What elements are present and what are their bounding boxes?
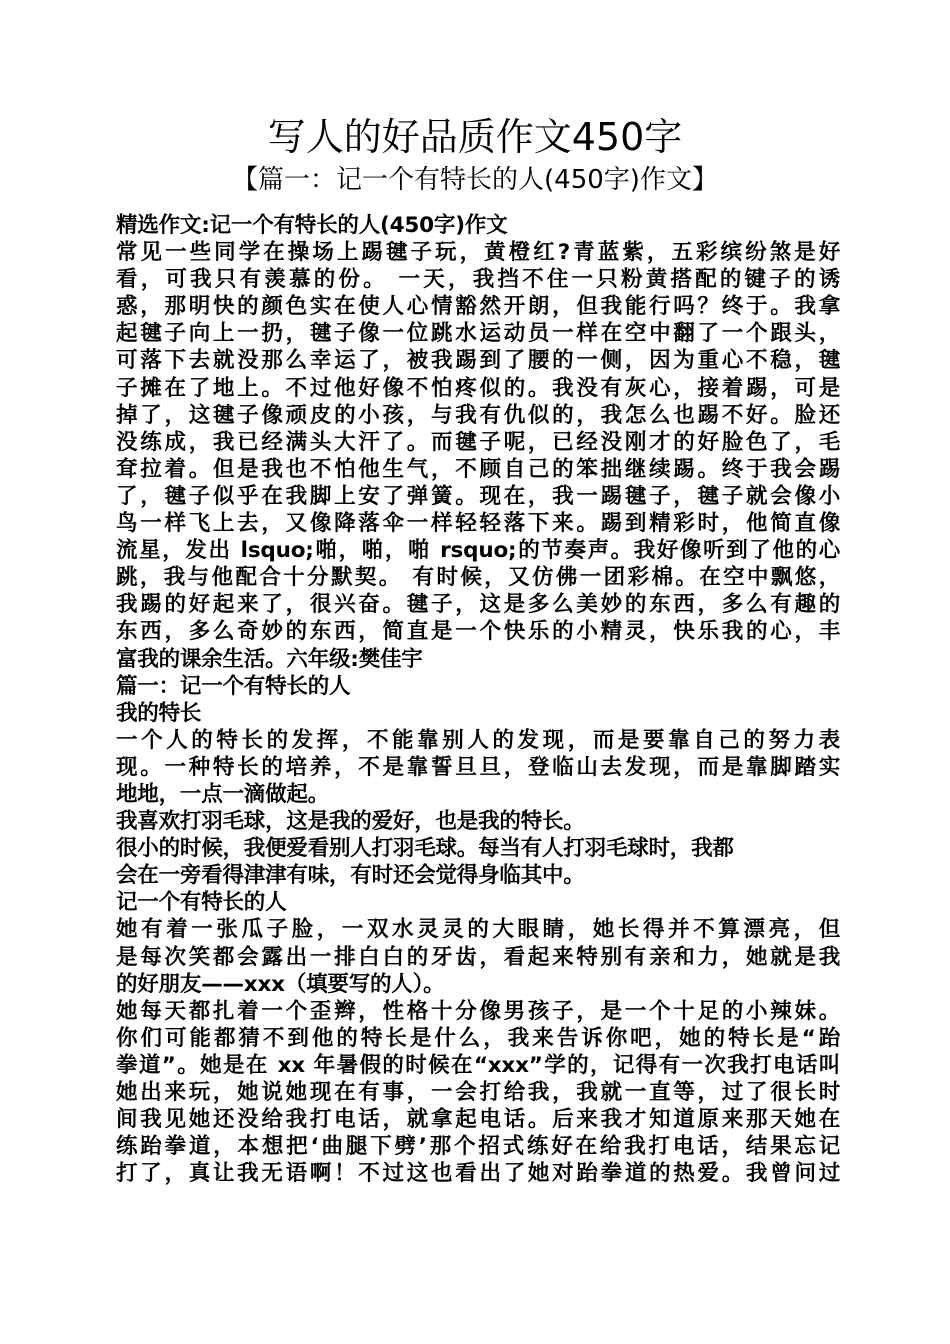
text-line: 惑，那明快的颜色实在使人心情豁然开朗，但我能行吗？终于。我拿 bbox=[116, 294, 840, 320]
text-line: 拳道”。她是在 xx 年暑假的时候在“xxx”学的，记得有一次我打电话叫 bbox=[116, 1052, 840, 1078]
text-line: 她有着一张瓜子脸，一双水灵灵的大眼睛，她长得并不算漂亮，但 bbox=[116, 917, 840, 943]
text-line: 可落下去就没那么幸运了，被我踢到了腰的一侧，因为重心不稳，毽 bbox=[116, 348, 840, 374]
text-line: 会在一旁看得津津有味，有时还会觉得身临其中。 bbox=[116, 863, 585, 889]
document-subtitle: 【篇一：记一个有特长的人(450字)作文】 bbox=[232, 165, 718, 195]
text-line: 我的特长 bbox=[116, 700, 202, 726]
text-line: 东西，多么奇妙的东西，简直是一个快乐的小精灵，快乐我的心，丰 bbox=[116, 619, 840, 645]
text-line: 子摊在了地上。不过他好像不怕疼似的。我没有灰心，接着踢，可是 bbox=[116, 375, 840, 401]
text-line: 了，毽子似乎在我脚上安了弹簧。现在，我一踢毽子，毽子就会像小 bbox=[116, 483, 840, 509]
text-line: 耷拉着。但是我也不怕他生气，不顾自己的笨拙继续踢。终于我会踢 bbox=[116, 456, 840, 482]
text-line: 她出来玩，她说她现在有事，一会打给我，我就一直等，过了很长时 bbox=[116, 1080, 840, 1105]
text-line: 打了，真让我无语啊！不过这也看出了她对跆拳道的热爱。我曾问过 bbox=[116, 1161, 840, 1187]
text-line: 她每天都扎着一个歪辫，性格十分像男孩子，是一个十足的小辣妹。 bbox=[116, 998, 840, 1024]
text-line: 起毽子向上一扔，毽子像一位跳水运动员一样在空中翻了一个跟头， bbox=[116, 321, 840, 347]
text-line: 跳，我与他配合十分默契。 有时候，又仿佛一团彩棉。在空中飘悠， bbox=[116, 565, 840, 591]
text-line: 练跆拳道，本想把‘曲腿下劈’那个招式练好在给我打电话，结果忘记 bbox=[116, 1134, 840, 1160]
text-line: 地地，一点一滴做起。 bbox=[116, 781, 330, 807]
text-line: 常见一些同学在操场上踢毽子玩，黄橙红?青蓝紫，五彩缤纷煞是好 bbox=[116, 240, 840, 266]
text-line: 精选作文:记一个有特长的人(450字)作文 bbox=[116, 213, 508, 238]
document-title: 写人的好品质作文450字 bbox=[267, 115, 683, 159]
text-line: 篇一：记一个有特长的人 bbox=[116, 673, 351, 699]
text-line: 掉了，这毽子像顽皮的小孩，与我有仇似的，我怎么也踢不好。脸还 bbox=[116, 402, 840, 428]
text-line: 你们可能都猜不到他的特长是什么，我来告诉你吧，她的特长是“跆 bbox=[116, 1025, 840, 1051]
text-line: 记一个有特长的人 bbox=[116, 890, 287, 916]
document-body bbox=[116, 212, 840, 1187]
text-line: 一个人的特长的发挥，不能靠别人的发现，而是要靠自己的努力表 bbox=[116, 727, 840, 753]
text-line: 我踢的好起来了，很兴奋。毽子，这是多么美妙的东西，多么有趣的 bbox=[116, 592, 840, 618]
text-line: 现。一种特长的培养，不是靠誓旦旦，登临山去发现，而是靠脚踏实 bbox=[116, 754, 840, 780]
text-line: 很小的时候，我便爱看别人打羽毛球。每当有人打羽毛球时，我都 bbox=[116, 836, 734, 862]
text-line: 富我的课余生活。六年级:樊佳宇 bbox=[116, 646, 423, 672]
text-line: 的好朋友——xxx（填要写的人）。 bbox=[116, 971, 445, 997]
text-line: 流星，发出 lsquo;啪，啪，啪 rsquo;的节奏声。我好像听到了他的心 bbox=[116, 538, 840, 564]
text-line: 没练成，我已经满头大汗了。而毽子呢，已经没刚才的好脸色了，毛 bbox=[116, 429, 840, 455]
text-line: 看，可我只有羡慕的份。 一天，我挡不住一只粉黄搭配的键子的诱 bbox=[116, 267, 840, 293]
text-line: 鸟一样飞上去，又像降落伞一样轻轻落下来。踢到精彩时，他简直像 bbox=[116, 511, 840, 537]
text-line: 是每次笑都会露出一排白白的牙齿，看起来特别有亲和力，她就是我 bbox=[116, 944, 840, 970]
text-line: 我喜欢打羽毛球，这是我的爱好，也是我的特长。 bbox=[116, 809, 585, 835]
text-line: 间我见她还没给我打电话，就拿起电话。后来我才知道原来那天她在 bbox=[116, 1107, 840, 1133]
